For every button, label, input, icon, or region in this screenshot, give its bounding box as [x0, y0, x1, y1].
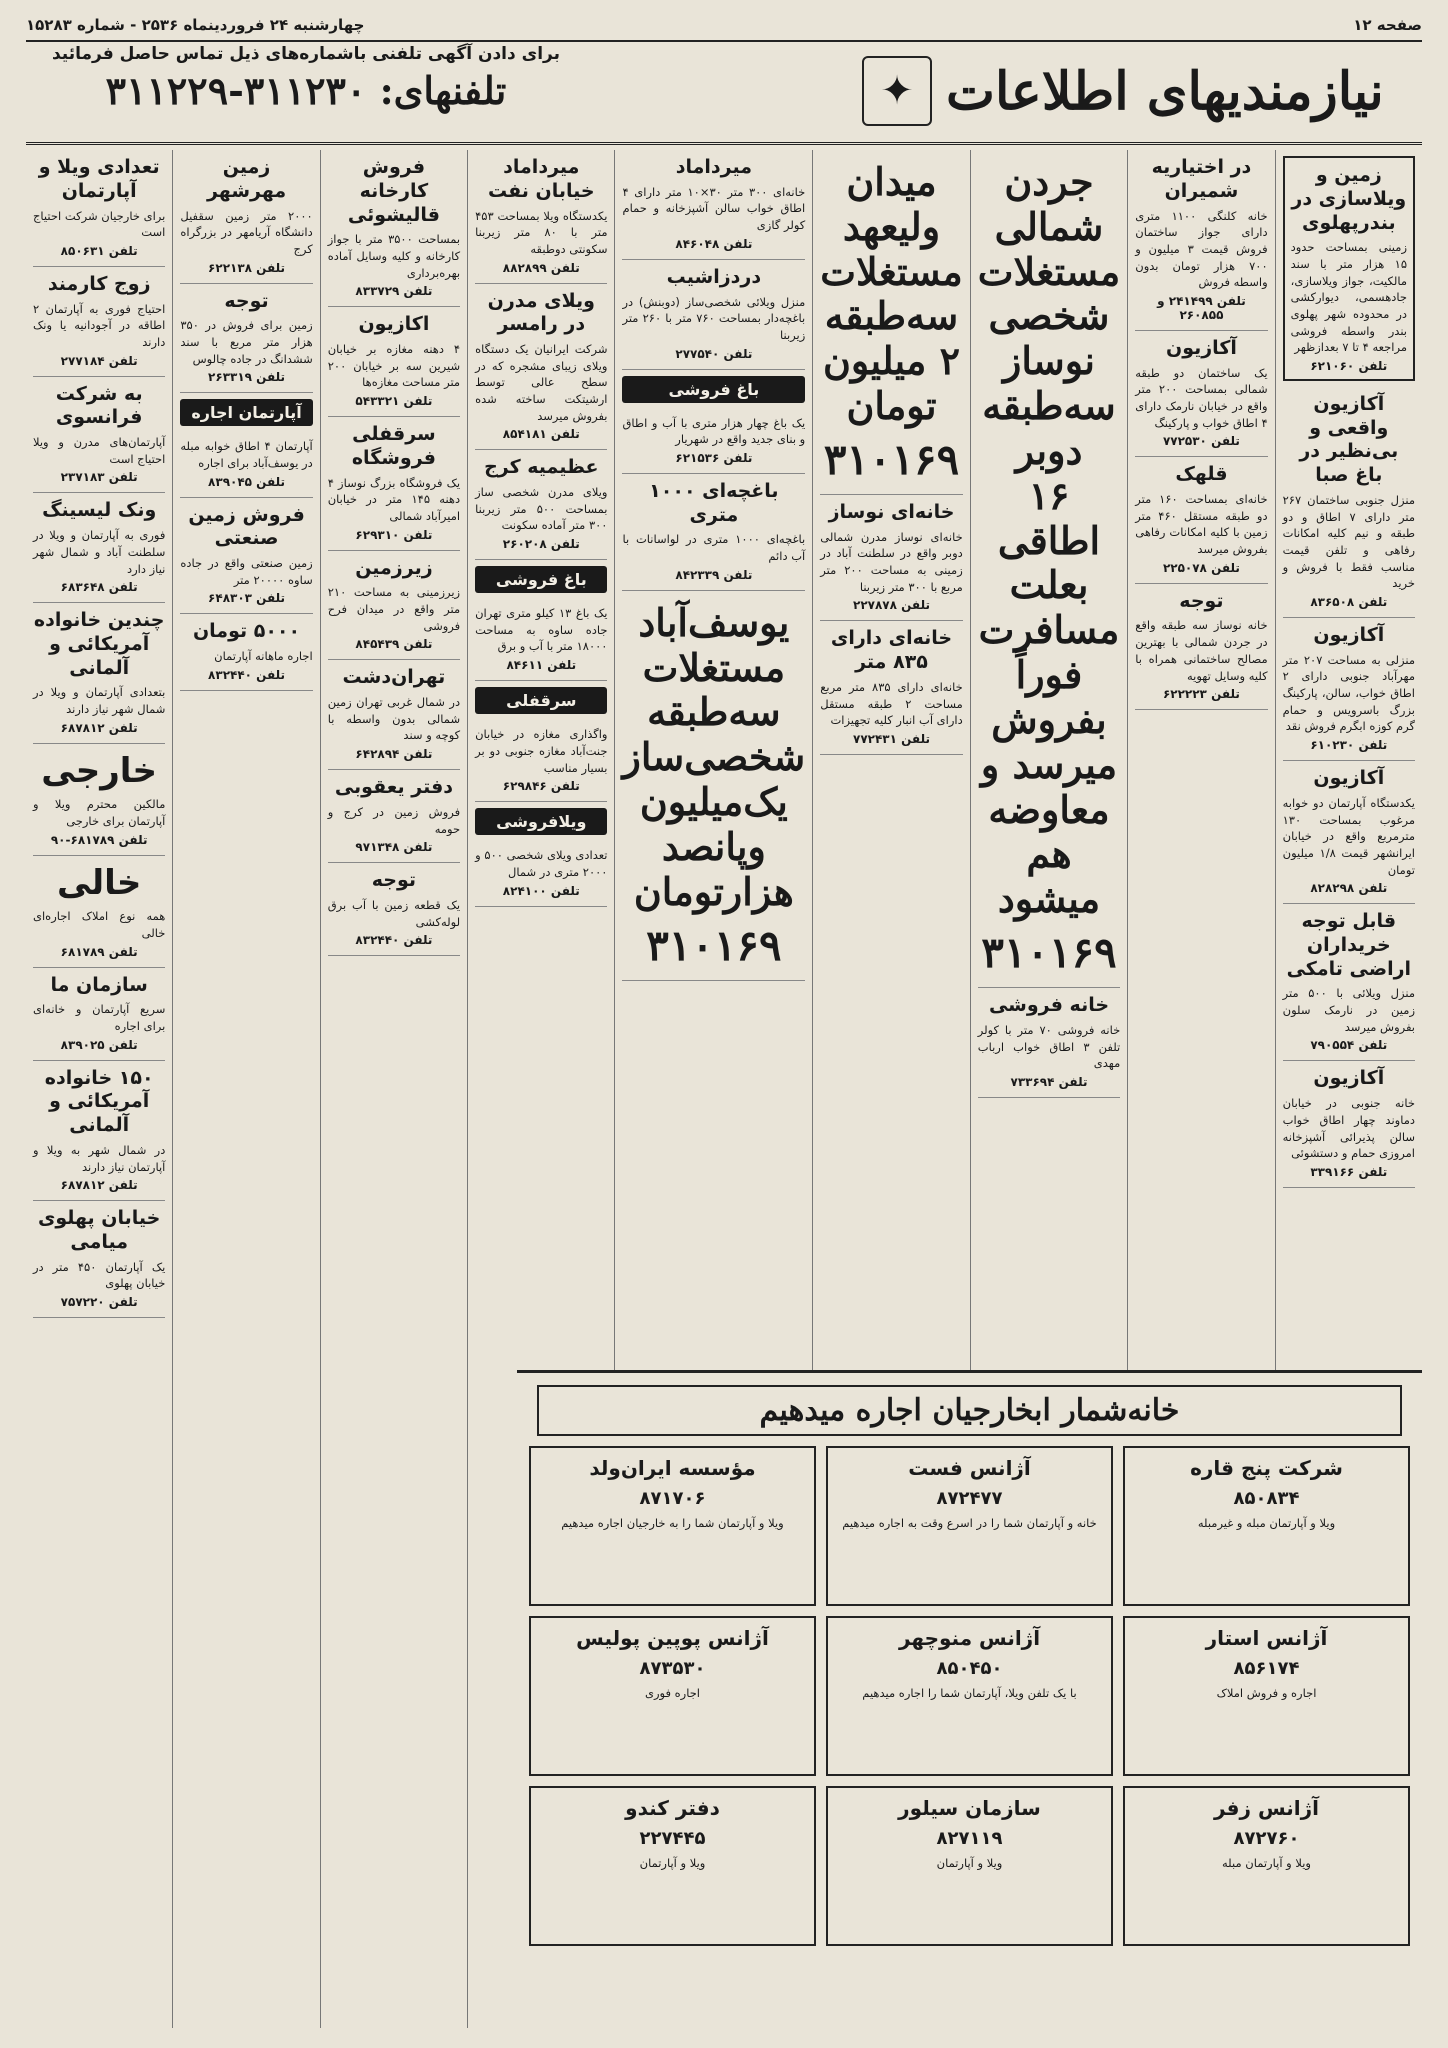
ad-body: یکدستگاه ویلا بمساحت ۴۵۳ متر با ۸۰ متر زیربنا سکونتی دوطبقه	[475, 208, 608, 256]
ad-body: واگذاری مغازه در خیابان جنت‌آباد مغازه جنوبی دو بر بسیار مناسب	[475, 727, 608, 775]
ad-body: احتیاج فوری به آپارتمان ۲ اطاقه در آجودانیه یا ونک دارند	[32, 301, 166, 349]
big-ad-line: مستغلات	[820, 248, 963, 294]
agency-card	[1123, 1786, 1410, 1946]
ad-title: ۵۰۰۰ تومان	[192, 620, 301, 643]
section-banner: باغ فروشی	[475, 566, 607, 593]
ad-title: ویلای مدرن در رامسر	[487, 289, 595, 336]
big-ad-line: میدان	[846, 159, 937, 204]
big-ad-phone: ۳۱۰۱۶۹	[981, 928, 1117, 978]
ad	[33, 744, 165, 856]
ad-title: خارجی	[41, 750, 158, 791]
ad-body: خانه‌ای نوساز مدرن شمالی دوبر واقع در سلطنت آباد در زمینی به مساحت ۲۰۰ متر مربع با ۳۰۰ متر زیربنا	[820, 529, 963, 594]
ad-title: توجه	[224, 289, 269, 312]
ad-title: قلهک	[1175, 463, 1228, 486]
issue-date: چهارشنبه ۲۴ فروردینماه ۲۵۳۶ - شماره ۱۵۲۸۳	[26, 16, 365, 34]
ad-body: خانه کلنگی ۱۱۰۰ متری دارای جواز ساختمان فروش قیمت ۳ میلیون و ۷۰۰ هزار تومان بدون واسطه فروش	[1135, 208, 1268, 290]
agency-phone: ۸۷۲۷۶۰	[1233, 1828, 1300, 1849]
ad	[33, 1061, 165, 1202]
ad	[1283, 761, 1415, 904]
ad	[1283, 156, 1415, 381]
ad-body: زمین صنعتی واقع در جاده ساوه ۲۰۰۰۰ متر	[180, 556, 313, 587]
ad-body: منزل جنوبی ساختمان ۲۶۷ متر دارای ۷ اطاق و دو طبقه و نیم کلیه امکانات رفاهی و تلفن قیمت مناسب فقط با فروش و خرید	[1282, 492, 1415, 591]
ad	[328, 150, 460, 307]
ad	[33, 377, 165, 494]
ad-body: فروش زمین در کرج و حومه	[327, 804, 461, 836]
agency-grid	[517, 1446, 1422, 1946]
ad	[33, 603, 165, 744]
ad-title: به شرکت فرانسوی	[55, 382, 143, 429]
column-8	[172, 150, 319, 2028]
agency-name: آژانس پوپین پولیس	[576, 1626, 769, 1650]
ad-body: ۲۰۰۰ متر زمین سقفیل دانشگاه آریامهر در بزرگراه کرج	[180, 208, 313, 256]
ad-phone: تلفن ۶۸۷۸۱۲	[60, 1178, 138, 1193]
ad-body: بمساحت ۳۵۰۰ متر با جواز کارخانه و کلیه وسایل آماده بهره‌برداری	[327, 232, 461, 280]
ad-title: آکازیون	[1313, 623, 1385, 646]
ad-phone: تلفن ۸۸۲۸۹۹	[502, 260, 580, 275]
ad-phone: تلفن ۲۲۷۸۷۸	[853, 598, 930, 613]
agency-phone: ۸۷۲۴۷۷	[936, 1488, 1003, 1509]
ad-title: آکازیون	[1165, 336, 1237, 359]
ad-title: ۱۵۰ خانواده آمریکائی و آلمانی	[44, 1066, 154, 1137]
agency-card	[529, 1786, 816, 1946]
agency-note: ویلا و آپارتمان مبله	[1222, 1856, 1311, 1870]
ad	[475, 841, 607, 906]
ad-phone: تلفن ۲۲۵۰۷۸	[1162, 560, 1240, 575]
ad	[820, 495, 963, 621]
ad-body: ویلای مدرن شخصی ساز بمساحت ۵۰۰ متر زیربنا ۳۰۰ متر آماده سکونت	[475, 485, 608, 533]
big-ad-line: فوراً بفروش	[991, 652, 1107, 742]
ad-body: شرکت ایرانیان یک دستگاه ویلای زیبای مشجره که در سطح عالی توسط ارشیتکت ساخته شده بفروش میرسد	[475, 342, 608, 423]
ad	[475, 284, 607, 451]
ad-title: زیرزمین	[355, 556, 433, 579]
ad-body: برای خارجیان شرکت احتیاج است	[32, 208, 166, 240]
big-ad-line: جردن	[1004, 159, 1094, 204]
ad-body: در شمال غربی تهران زمین شمالی بدون واسطه با کوچه و سند	[327, 695, 461, 743]
ad	[33, 856, 165, 968]
agency-note: ویلا و آپارتمان شما را به خارجیان اجاره میدهیم	[561, 1516, 784, 1530]
ad-body: مالکین محترم ویلا و آپارتمان برای خارجی	[32, 797, 166, 828]
big-ad-jordan	[978, 150, 1121, 988]
agency-note: ویلا و آپارتمان	[936, 1856, 1003, 1870]
ad-phone: تلفن ۶۸۱۷۸۹	[60, 944, 138, 959]
agency-note: خانه و آپارتمان شما را در اسرع وقت به اجاره میدهیم	[842, 1516, 1097, 1530]
ad-phone: تلفن ۸۳۹۰۴۵	[208, 474, 286, 489]
ad-body: خانه‌ای دارای ۸۳۵ متر مربع مساحت ۲ طبقه مستقل دارای آب انبار کلیه تجهیزات	[820, 679, 963, 728]
big-ad-phone: ۳۱۰۱۶۹	[646, 920, 782, 970]
agency-card	[529, 1446, 816, 1606]
ad-phone: تلفن ۶۲۱۰۶۰	[1310, 358, 1388, 373]
agency-name: آژانس فست	[908, 1456, 1031, 1480]
ad-phone: تلفن ۸۴۲۳۳۹	[675, 567, 753, 582]
ad-title: چندین خانواده آمریکائی و آلمانی	[33, 609, 165, 679]
agency-note: با یک تلفن ویلا، آپارتمان شما را اجاره میدهیم	[862, 1686, 1077, 1700]
big-ad-line: نوساز	[1003, 338, 1095, 384]
ad-title: خیابان پهلوی میامی	[37, 1207, 161, 1253]
ad-body: آپارتمان ۴ اطاق خوابه مبله در یوسف‌آباد برای اجاره	[180, 439, 313, 470]
ad-phone: تلفن ۶۸۳۶۴۸	[60, 580, 138, 595]
page-number: صفحه ۱۲	[1353, 16, 1422, 34]
ad-phone: تلفن ۸۳۲۴۴۰	[208, 667, 286, 682]
agency-phone: ۸۵۰۸۳۴	[1233, 1488, 1300, 1509]
big-ad-line: یک‌میلیون	[639, 779, 788, 825]
ad-title: میرداماد خیابان نفت	[487, 156, 595, 202]
ad	[1135, 457, 1267, 583]
ad-phone: تلفن ۶۲۲۱۳۸	[208, 260, 286, 275]
ad-phone: تلفن ۲۶۰۲۰۸	[502, 537, 580, 552]
section-banner: باغ فروشی	[622, 376, 805, 403]
ad-phone: تلفن ۶۲۲۲۲۳	[1162, 687, 1240, 702]
ad-body: منزل ویلائی با ۵۰۰ متر زمین در نارمک سلون بفروش میرسد	[1282, 986, 1416, 1034]
ad-title: تعدادی ویلا و آپارتمان	[38, 156, 160, 202]
ad	[328, 660, 460, 770]
agency-block	[517, 1370, 1422, 2033]
ad-body: یک قطعه زمین با آب برق لوله‌کشی	[327, 897, 461, 929]
ad	[33, 150, 165, 267]
agency-banner: خانه‌شمار ابخارجیان اجاره میدهیم	[537, 1385, 1402, 1436]
ad	[475, 450, 607, 560]
ad-phone: تلفن ۷۳۳۶۹۴	[1010, 1074, 1088, 1089]
ad-body: خانه نوساز سه طبقه واقع در جردن شمالی با بهترین مصالح ساختمانی همراه با کلیه وسایل تهویه	[1135, 618, 1268, 683]
ad-body: منزلی به مساحت ۲۰۷ متر مهرآباد جنوبی دارای ۲ اطاق خواب، سالن، پارکینگ بزرگ باسرویس و حمام گرم کوزه ابگرم فروش نقد	[1282, 652, 1415, 734]
ad	[33, 1201, 165, 1318]
ad-phone: تلفن ۲۳۷۱۸۳	[60, 470, 138, 485]
ad-body: منزل ویلائی شخصی‌ساز (دوبنش) در باغچه‌دار بمساحت ۷۶۰ متر با ۲۶۰ متر زیربنا	[622, 294, 806, 342]
ad-phone: تلفن ۶۲۹۸۴۶	[502, 779, 580, 794]
agency-card	[826, 1786, 1113, 1946]
ad-title: باغچه‌ای ۱۰۰۰ متری	[649, 479, 779, 526]
ad-body: خانه‌ای بمساحت ۱۶۰ متر دو طبقه مستقل ۴۶۰ متر زمین با کلیه امکانات رفاهی بفروش میرسد	[1135, 492, 1268, 557]
ad	[328, 770, 460, 863]
ad-title: توجه	[371, 869, 417, 892]
ad	[328, 417, 460, 551]
agency-phone: ۸۲۷۱۱۹	[936, 1828, 1003, 1849]
agency-name: آژانس منوچهر	[898, 1626, 1041, 1650]
ad-title: آکازیون	[1313, 767, 1385, 790]
ad	[622, 150, 805, 260]
ad	[180, 432, 312, 497]
ad-body: آپارتمان‌های مدرن و ویلا احتیاج است	[32, 435, 166, 466]
ad-title: قابل توجه خریداران اراضی تامکی	[1286, 910, 1412, 980]
ad-body: یک باغ ۱۳ کیلو متری تهران جاده ساوه به مساحت ۱۸۰۰۰ متر با آب و برق	[475, 606, 608, 654]
ad-title: دردزاشیب	[666, 265, 762, 288]
agency-name: آژانس زفر	[1213, 1796, 1320, 1820]
ad-title: تهران‌دشت	[342, 666, 446, 689]
column-9	[26, 150, 172, 2028]
big-ad-line: یوسف‌آباد	[638, 599, 790, 645]
ad-title: دفتر یعقوبی	[334, 776, 454, 799]
ad-phone: تلفن ۸۳۶۵۰۸	[1310, 594, 1388, 609]
ad-body: فوری به آپارتمان و ویلا در سلطنت آباد و شمال شهر نیاز دارد	[32, 528, 166, 576]
big-ad-yousefabad	[622, 591, 805, 981]
agency-name: مؤسسه ایران‌ولد	[589, 1456, 756, 1480]
big-ad-line: سه‌طبقه	[647, 689, 781, 735]
big-ad-line: بعلت	[1009, 562, 1089, 608]
ad	[1135, 331, 1267, 457]
agency-card	[1123, 1616, 1410, 1776]
agency-name: آژانس استار	[1205, 1626, 1328, 1650]
ad-phone: تلفن ۳۳۹۱۶۶	[1310, 1164, 1388, 1179]
big-ad-line: ولیعهد	[842, 203, 941, 249]
ad-title: عظیمیه کرج	[484, 456, 599, 479]
ad-phone: تلفن ۶۲۹۳۱۰	[355, 527, 433, 542]
agency-name: دفتر کندو	[625, 1796, 720, 1820]
agency-card	[826, 1616, 1113, 1776]
section-banner: ویلافروشی	[475, 808, 607, 835]
ad-body: یک آپارتمان ۴۵۰ متر در خیابان پهلوی	[32, 1259, 166, 1291]
ad-title: زمین و ویلاسازی در بندرپهلوی	[1291, 164, 1407, 234]
big-ad-line: شمالی	[994, 203, 1104, 249]
big-ad-line: دوبر	[1015, 427, 1083, 473]
masthead	[26, 44, 1422, 140]
ad	[1135, 584, 1267, 710]
big-ad-line: ۲ میلیون	[822, 338, 961, 384]
ad	[180, 284, 312, 394]
ad	[475, 599, 607, 681]
ad-phone: تلفن ۷۷۲۴۳۱	[853, 731, 930, 746]
ad-body: یک ساختمان دو طبقه شمالی بمساحت ۲۰۰ متر واقع در خیابان نارمک دارای ۴ اطاق خواب و پارکینگ	[1135, 365, 1268, 430]
ad-title: آکازیون	[1313, 1067, 1385, 1090]
ad	[1283, 387, 1415, 618]
phone-block	[26, 44, 586, 113]
ad-body: یکدستگاه آپارتمان دو خوابه مرغوب بمساحت ۱۳۰ مترمربع واقع در خیابان ایرانشهر قیمت ۱/۸ میلیون تومان	[1282, 795, 1416, 877]
ad	[180, 498, 312, 615]
ad-body: باغچه‌ای ۱۰۰۰ متری در لواسانات با آب دائم	[622, 532, 806, 564]
big-ad-phone: ۳۱۰۱۶۹	[823, 434, 960, 484]
ad-phone: تلفن ۸۲۴۱۰۰	[502, 883, 580, 898]
ad	[622, 260, 805, 370]
section-banner: سرقفلی	[475, 687, 607, 714]
ad	[328, 551, 460, 661]
ad-body: زمین برای فروش در ۳۵۰ هزار متر مربع با سند ششدانگ در جاده چالوس	[180, 318, 313, 366]
agency-note: ویلا و آپارتمان	[639, 1856, 706, 1870]
ad-phone: تلفن ۸۴۵۴۳۹	[355, 637, 433, 652]
ad-title: خانه‌ای نوساز	[828, 500, 955, 523]
section-banner: آپارتمان اجاره	[180, 399, 312, 426]
big-ad-valiahd	[820, 150, 963, 495]
ad-phone: تلفن ۶۸۷۸۱۲	[60, 720, 138, 735]
ad-phone: تلفن ۸۳۹۰۲۵	[60, 1037, 138, 1052]
ad-phone: تلفن ۸۲۸۲۹۸	[1310, 881, 1388, 896]
ad-body: همه نوع املاک اجاره‌ای خالی	[32, 909, 166, 940]
ad	[1283, 618, 1415, 761]
agency-phone: ۸۷۳۵۳۰	[639, 1658, 706, 1679]
ad	[328, 307, 460, 417]
ad-title: در اختیاریه شمیران	[1151, 156, 1252, 202]
ad-body: زمینی بمساحت حدود ۱۵ هزار متر با سند مالکیت، جواز ویلاسازی، جادهسمی، دیوارکشی در محدوده شهر پهلوی بندر واسطه فروشی مراجعه ۴ تا ۷ بعدازظهر	[1290, 240, 1407, 355]
big-ad-line: سه‌طبقه	[824, 293, 959, 339]
ad	[475, 150, 607, 284]
ad-body: خانه فروشی ۷۰ متر با کولر تلفن ۳ اطاق خواب ارباب مهدی	[977, 1022, 1121, 1071]
ad	[622, 474, 805, 591]
ad-body: خانه جنوبی در خیابان دماوند چهار اطاق خواب سالن پذیرائی آشپزخانه امروزی حمام و دستشوئی	[1282, 1096, 1415, 1161]
big-ad-line: هزارتومان	[633, 868, 794, 914]
agency-name: سازمان سیلور	[898, 1796, 1041, 1820]
column-7	[320, 150, 467, 2028]
ad-phone: تلفن ۸۳۳۷۲۹	[355, 284, 433, 299]
agency-card	[1123, 1446, 1410, 1606]
ad-title: آکازیون واقعی و بی‌نظیر در باغ صبا	[1299, 392, 1399, 487]
ad	[1283, 904, 1415, 1061]
ad-title: زوج کارمند	[47, 272, 151, 295]
agency-note: اجاره فوری	[644, 1686, 701, 1700]
ad-body: خانه‌ای ۳۰۰ متر ۳۰×۱۰ متر دارای ۴ اطاق خواب سالن آشپزخانه و حمام کولر گازی	[622, 184, 806, 233]
big-ad-line: معاوضه	[988, 786, 1110, 832]
phone-numbers: تلفنهای: ۳۱۱۲۳۰-۳۱۱۲۲۹	[105, 68, 507, 113]
ad	[820, 621, 963, 755]
big-ad-line: تومان	[846, 383, 937, 429]
folio-line	[26, 14, 1422, 36]
agency-card	[826, 1446, 1113, 1606]
ad-phone: تلفن ۸۵۰۶۳۱	[60, 243, 138, 258]
phone-info: برای دادن آگهی تلفنی باشماره‌های ذیل تماس حاصل فرمائید	[51, 44, 561, 64]
ad-phone: تلفن ۷۹۰۵۵۴	[1310, 1038, 1388, 1053]
ad-phone: تلفن ۵۴۳۳۲۱	[355, 394, 433, 409]
ad-body: زیرزمینی به مساحت ۲۱۰ متر واقع در میدان فرح فروشی	[327, 585, 461, 633]
big-ad-line: وپانصد	[661, 823, 766, 869]
ad	[475, 720, 607, 802]
ad-phone: تلفن ۷۷۲۵۳۰	[1162, 434, 1240, 449]
ad-body: ۴ دهنه مغازه بر خیابان شیرین سه بر خیابان ۲۰۰ متر مساحت مغازه‌ها	[327, 342, 461, 390]
ad-title: توجه	[1179, 589, 1224, 612]
ad	[180, 150, 312, 284]
ad	[180, 614, 312, 690]
ad-phone: تلفن ۷۵۷۲۲۰	[60, 1295, 138, 1310]
ad-body: یک فروشگاه بزرگ نوساز ۴ دهنه ۱۴۵ متر در خیابان امیرآباد شمالی	[327, 475, 461, 523]
big-ad-line: شخصی‌ساز	[622, 734, 806, 780]
ad	[622, 409, 805, 474]
ad	[1135, 150, 1267, 331]
ad-title: اکازیون	[358, 313, 430, 336]
ad-title: سازمان ما	[50, 973, 148, 996]
ad-phone: تلفن ۲۷۷۵۴۰	[675, 346, 753, 361]
agency-note: اجاره و فروش املاک	[1216, 1686, 1317, 1700]
ad-title: خانه‌ای دارای ۸۳۵ متر	[830, 627, 953, 674]
ad-phone: تلفن ۲۶۳۳۱۹	[208, 370, 286, 385]
ad	[978, 988, 1121, 1098]
ad-phone: تلفن ۶۴۸۳۰۳	[208, 591, 286, 606]
ad-body: تعدادی ویلای شخصی ۵۰۰ و ۲۰۰۰ متری در شمال	[475, 848, 608, 879]
ad-title: زمین مهرشهر	[206, 156, 287, 202]
ad-phone: تلفن ۸۳۲۴۴۰	[355, 933, 433, 948]
big-ad-line: ۱۶ اطاقی	[997, 472, 1101, 563]
ad-phone: تلفن ۶۴۲۸۹۴	[355, 747, 433, 762]
agency-name: شرکت پنج قاره	[1190, 1456, 1343, 1480]
ad-title: فروش زمین صنعتی	[188, 503, 305, 550]
ettelaat-logo-icon: ✦	[862, 56, 932, 126]
agency-phone: ۸۵۰۴۵۰	[936, 1658, 1003, 1679]
agency-phone: ۲۲۷۴۴۵	[639, 1828, 706, 1849]
ad-phone: تلفن ۸۴۶۰۴۸	[675, 236, 753, 251]
ad-phone: تلفن ۹۷۱۳۴۸	[355, 840, 433, 855]
big-ad-line: سه‌طبقه	[982, 383, 1116, 429]
ad-title: خانه فروشی	[988, 994, 1110, 1017]
big-ad-line: میرسد و	[980, 741, 1118, 787]
ad-phone: تلفن ۶۸۱۷۸۹-۹۰	[50, 832, 148, 847]
ad	[33, 968, 165, 1061]
ad-title: خالی	[56, 862, 142, 903]
big-ad-line: شخصی	[988, 293, 1110, 339]
ad-body: اجاره ماهانه آپارتمان	[214, 649, 313, 664]
ad	[1283, 1061, 1415, 1187]
ad-phone: تلفن ۸۴۶۱۱	[506, 658, 577, 673]
ad-title: ونک لیسینگ	[42, 499, 157, 522]
ad-phone: تلفن ۲۴۱۴۹۹ و ۲۶۰۸۵۵	[1157, 293, 1246, 322]
big-ad-line: مستغلات	[977, 248, 1121, 294]
ad-body: در شمال شهر به ویلا و آپارتمان نیاز دارند	[32, 1142, 166, 1174]
agency-card	[529, 1616, 816, 1776]
big-ad-line: مستغلات	[642, 644, 786, 690]
ad-title: فروش کارخانه قالیشوئی	[347, 156, 440, 226]
ad	[33, 267, 165, 377]
agency-phone: ۸۵۶۱۷۴	[1233, 1658, 1300, 1679]
ad-phone: تلفن ۸۵۴۱۸۱	[502, 427, 580, 442]
ad	[328, 863, 460, 956]
ad-title: میرداماد	[675, 156, 752, 178]
agency-phone: ۸۷۱۷۰۶	[639, 1488, 706, 1509]
ad-body: یک باغ چهار هزار متری با آب و اطاق و بنای جدید واقع در شهریار	[622, 415, 806, 447]
agency-note: ویلا و آپارتمان مبله و غیرمبله	[1197, 1516, 1336, 1530]
masthead-rule	[26, 142, 1422, 145]
ad-title: سرقفلی فروشگاه	[351, 423, 436, 469]
ad-body: بتعدادی آپارتمان و ویلا در شمال شهر نیاز دارند	[32, 685, 166, 717]
big-ad-line: مسافرت	[978, 607, 1120, 653]
big-ad-line: هم میشود	[997, 831, 1101, 922]
ad-phone: تلفن ۶۲۱۵۳۶	[675, 450, 753, 465]
ad-body: سریع آپارتمان و خانه‌ای برای اجاره	[32, 1002, 166, 1033]
ad	[33, 493, 165, 603]
section-title: نیازمندیهای اطلاعات	[946, 60, 1384, 122]
brand	[862, 48, 1422, 134]
ad-phone: تلفن ۶۱۰۲۳۰	[1310, 738, 1388, 753]
ad-phone: تلفن ۲۷۷۱۸۴	[60, 353, 138, 368]
